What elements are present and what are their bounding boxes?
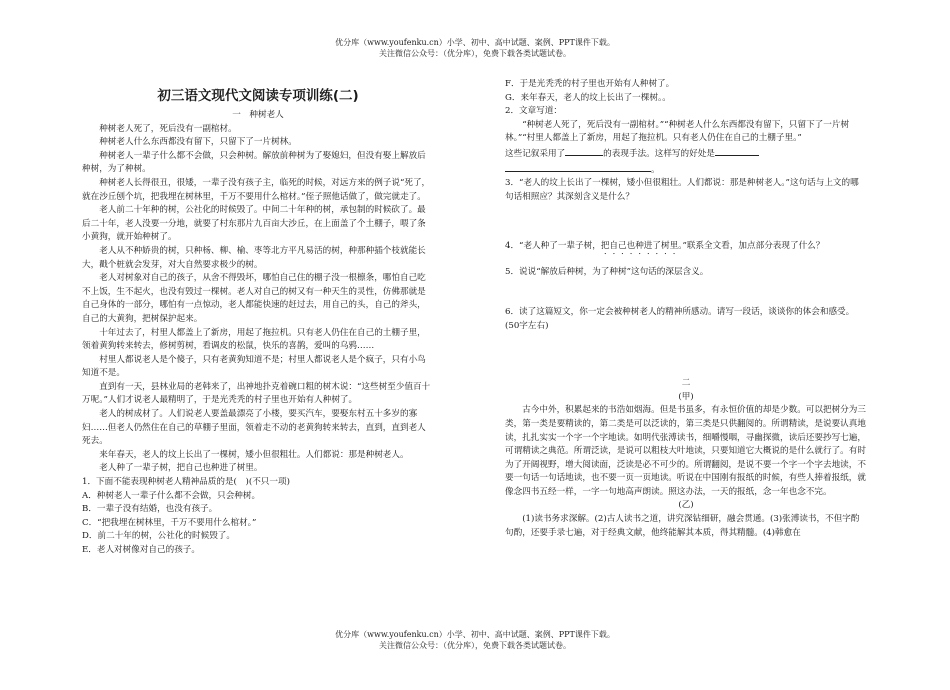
- option-a: A．种树老人一辈子什么都不会做，只会种树。: [82, 490, 261, 501]
- part-b-heading: (乙): [678, 500, 694, 511]
- question-2-quote: “种树老人死了，死后没有一副棺材。”“种树老人什么东西都没有留下，只留下了一片树林。”“村里人都盖上了新房，用起了拖拉机。只有老人仍住在自己的土棚子里。”: [505, 119, 850, 144]
- answer-space: [505, 333, 867, 377]
- passage-paragraph: 来年春天，老人的坟上长出了一棵树，矮小但很粗壮。人们都说：那是种树老人。: [99, 449, 409, 460]
- option-c: C．“把我埋在树林里，千万不要用什么棺材。”: [82, 517, 257, 528]
- option-e: E．老人对树像对自己的孩子。: [82, 545, 200, 555]
- passage-paragraph: 种树老人什么东西都没有留下，只留下了一片树林。: [99, 137, 297, 148]
- answer-space: [505, 204, 867, 230]
- answer-blank-3[interactable]: [505, 162, 651, 172]
- answer-space: [505, 280, 867, 306]
- page-title: 初三语文现代文阅读专项训练(二): [157, 88, 359, 104]
- passage-paragraph: 老人从不种娇贵的树，只种杨、柳、榆、枣等北方平凡易活的树，种那种插个枝就能长大，戳个桩就会发芽，对大自然要求极少的树。: [82, 245, 426, 270]
- option-b: B．一辈子没有结婚，也没有孩子。: [82, 504, 218, 515]
- passage-paragraph: 种树老人一辈子什么都不会做，只会种树。解放前种树为了娶媳妇，但没有娶上解放后种树，为了种树。: [82, 150, 426, 175]
- question-5: 5．说说“解放后种树，为了种树”这句话的深层含义。: [505, 267, 709, 278]
- question-1: 1．下面不能表现种树老人精神品质的是( )(不只一项): [82, 477, 290, 488]
- option-d: D．前二十年的树，公社化的时候毁了。: [82, 531, 235, 542]
- question-4-text-b: 。”联系全文看，加点部分表现了什么？: [678, 241, 825, 252]
- passage-paragraph: 十年过去了，村里人都盖上了新房，用起了拖拉机。只有老人仍住在自己的土棚子里，领着黄狗转来转去，修树剪树，看调皮的松鼠，快乐的喜鹊，爱叫的乌鸦……: [82, 327, 426, 352]
- question-4-text-a: 4．“老人种了一辈子树，: [505, 241, 601, 252]
- passage-paragraph: 老人前二十年种的树，公社化的时候毁了。中间二十年种的树，承包制的时候砍了。最后二十年，老人没要一分地，就要了村东那片九百亩大沙丘，在上面盖了个土棚子，喂了条小黄狗，就开始种树了。: [82, 205, 426, 243]
- question-2: 2．文章写道：: [505, 106, 563, 117]
- question-3: 3．“老人的坟上长出了一棵树，矮小但很粗壮。人们都说：那是种树老人。”这句话与上文的哪句话相照应？其深刻含义是什么？: [505, 178, 859, 202]
- question-4: [505, 240, 867, 256]
- fill-text-a: 这些记叙采用了: [505, 148, 566, 159]
- passage-paragraph: 种树老人死了，死后没有一副棺材。: [99, 123, 237, 134]
- footer-line-2: 关注微信公众号：（优分库），免费下载各类试题试卷。: [379, 641, 571, 650]
- fill-text-b: 的表现手法。这样写的好处是: [603, 148, 715, 159]
- question-2-fill: [505, 146, 867, 162]
- question-2-fill-line: [505, 162, 867, 178]
- passage-paragraph: 种树老人长得很丑，很矮，一辈子没有孩子主，临死的时候，对远方来的例子说“死了，就在沙丘刨个坑，把我埋在树林里，千万不要用什么棺材。”侄子照他话做了，做完就走了。: [82, 177, 431, 202]
- passage-paragraph: 村里人都说老人是个傻子，只有老黄狗知道不是；村里人都说老人是个疯子，只有小鸟知道不是。: [82, 354, 426, 379]
- answer-blank-2[interactable]: [715, 146, 759, 156]
- header-line-2: 关注微信公众号：（优分库），免费下载各类试题试卷。: [379, 49, 571, 58]
- question-6: 6．读了这篇短文，你一定会被种树老人的精神所感动。请写一段话，谈谈你的体会和感受。(50字左右): [505, 306, 855, 331]
- option-f: F．于是光秃秃的村子里也开始有人种树了。: [505, 79, 675, 89]
- left-column: [82, 86, 434, 558]
- passage-b-paragraph: (1)读书务求深解。(2)古人读书之道，讲究深钻细研，融会贯通。(3)张溥读书，不但字酌句酌，还要手录七遍，对于经典文献，他终能解其本质，得其精髓。(4)韩愈在: [505, 514, 860, 538]
- question-4-dotted: 把自己也种进了树里: [600, 241, 679, 252]
- passage-paragraph: 老人种了一辈子树，把自己也种进了树里。: [99, 463, 263, 474]
- section-heading-1: 一 种树老人: [232, 110, 284, 120]
- section-heading-2: 二: [681, 378, 691, 389]
- right-column: [505, 78, 867, 540]
- answer-blank-1[interactable]: [565, 146, 603, 156]
- passage-paragraph: 老人的树成材了。人们说老人要盖最漂亮了小楼，要买汽车，要娶东村五十多岁的寡妇……但老人仍然住在自己的草棚子里面，领着走不动的老黄狗转来转去，直到，直到老人死去。: [82, 409, 426, 447]
- page-footer: [0, 629, 950, 651]
- part-a-heading: (甲): [678, 391, 694, 402]
- passage-a-paragraph: 古今中外，积累起来的书浩如烟海。但是书虽多，有永恒价值的却是少数。可以把树分为三类，第一类是要精读的，第二类是可以泛读的，第三类是只供翻阅的。所谓精读，是说要认真地读，扎扎实实一个字一个字地读。如明代张溥读书，细嚼慢咽，寻幽探微，读后还要抄写七遍，可谓精读之典范。所谓泛读，是说可以粗枝大叶地读，只要知道它大概说的是什么就行了。有时为了开阔视野，增大阅读面，泛读是必不可少的。所谓翻阅，是说不要一个字一个字去地读，不要一句话一句话地读，也不要一页一页地读。听说在中国刚有报纸的时候，有些人捧着报纸，就像念四书五经一样，一字一句地高声朗读。照这办法，一天的报纸，念一年也念不完。: [505, 405, 866, 497]
- answer-space: [505, 230, 867, 240]
- footer-line-1: 优分库（www.youfenku.cn）小学、初中、高中试题、案例、PPT课件下载。: [335, 630, 615, 639]
- fill-text-end: 。: [651, 164, 660, 175]
- answer-space: [505, 256, 867, 266]
- header-line-1: 优分库（www.youfenku.cn）小学、初中、高中试题、案例、PPT课件下载。: [335, 38, 615, 47]
- passage-paragraph: 老人对树象对自己的孩子，从舍不得毁坏，哪怕自己住的棚子没一根檩条，哪怕自己吃不上饭，生不起火，也没有毁过一棵树。老人对自己的树又有一种天生的灵性，仿佛那就是自己身体的一部分，哪怕有一点惊动，老人都能快速的赶过去，用自己的头，自己的斧头，自己的大黄狗，把树保护起来。: [82, 273, 426, 324]
- passage-paragraph: 直到有一天，县林业局的老韩来了，出神地扑克着碗口粗的树木说：“这些树至少值百十万呢。”人们才说老人最精明了，于是光秃秃的村子里也开始有人种树了。: [82, 381, 431, 406]
- option-g: G．来年春天，老人的坟上长出了一棵树。。: [505, 92, 671, 103]
- page-header: [0, 37, 950, 59]
